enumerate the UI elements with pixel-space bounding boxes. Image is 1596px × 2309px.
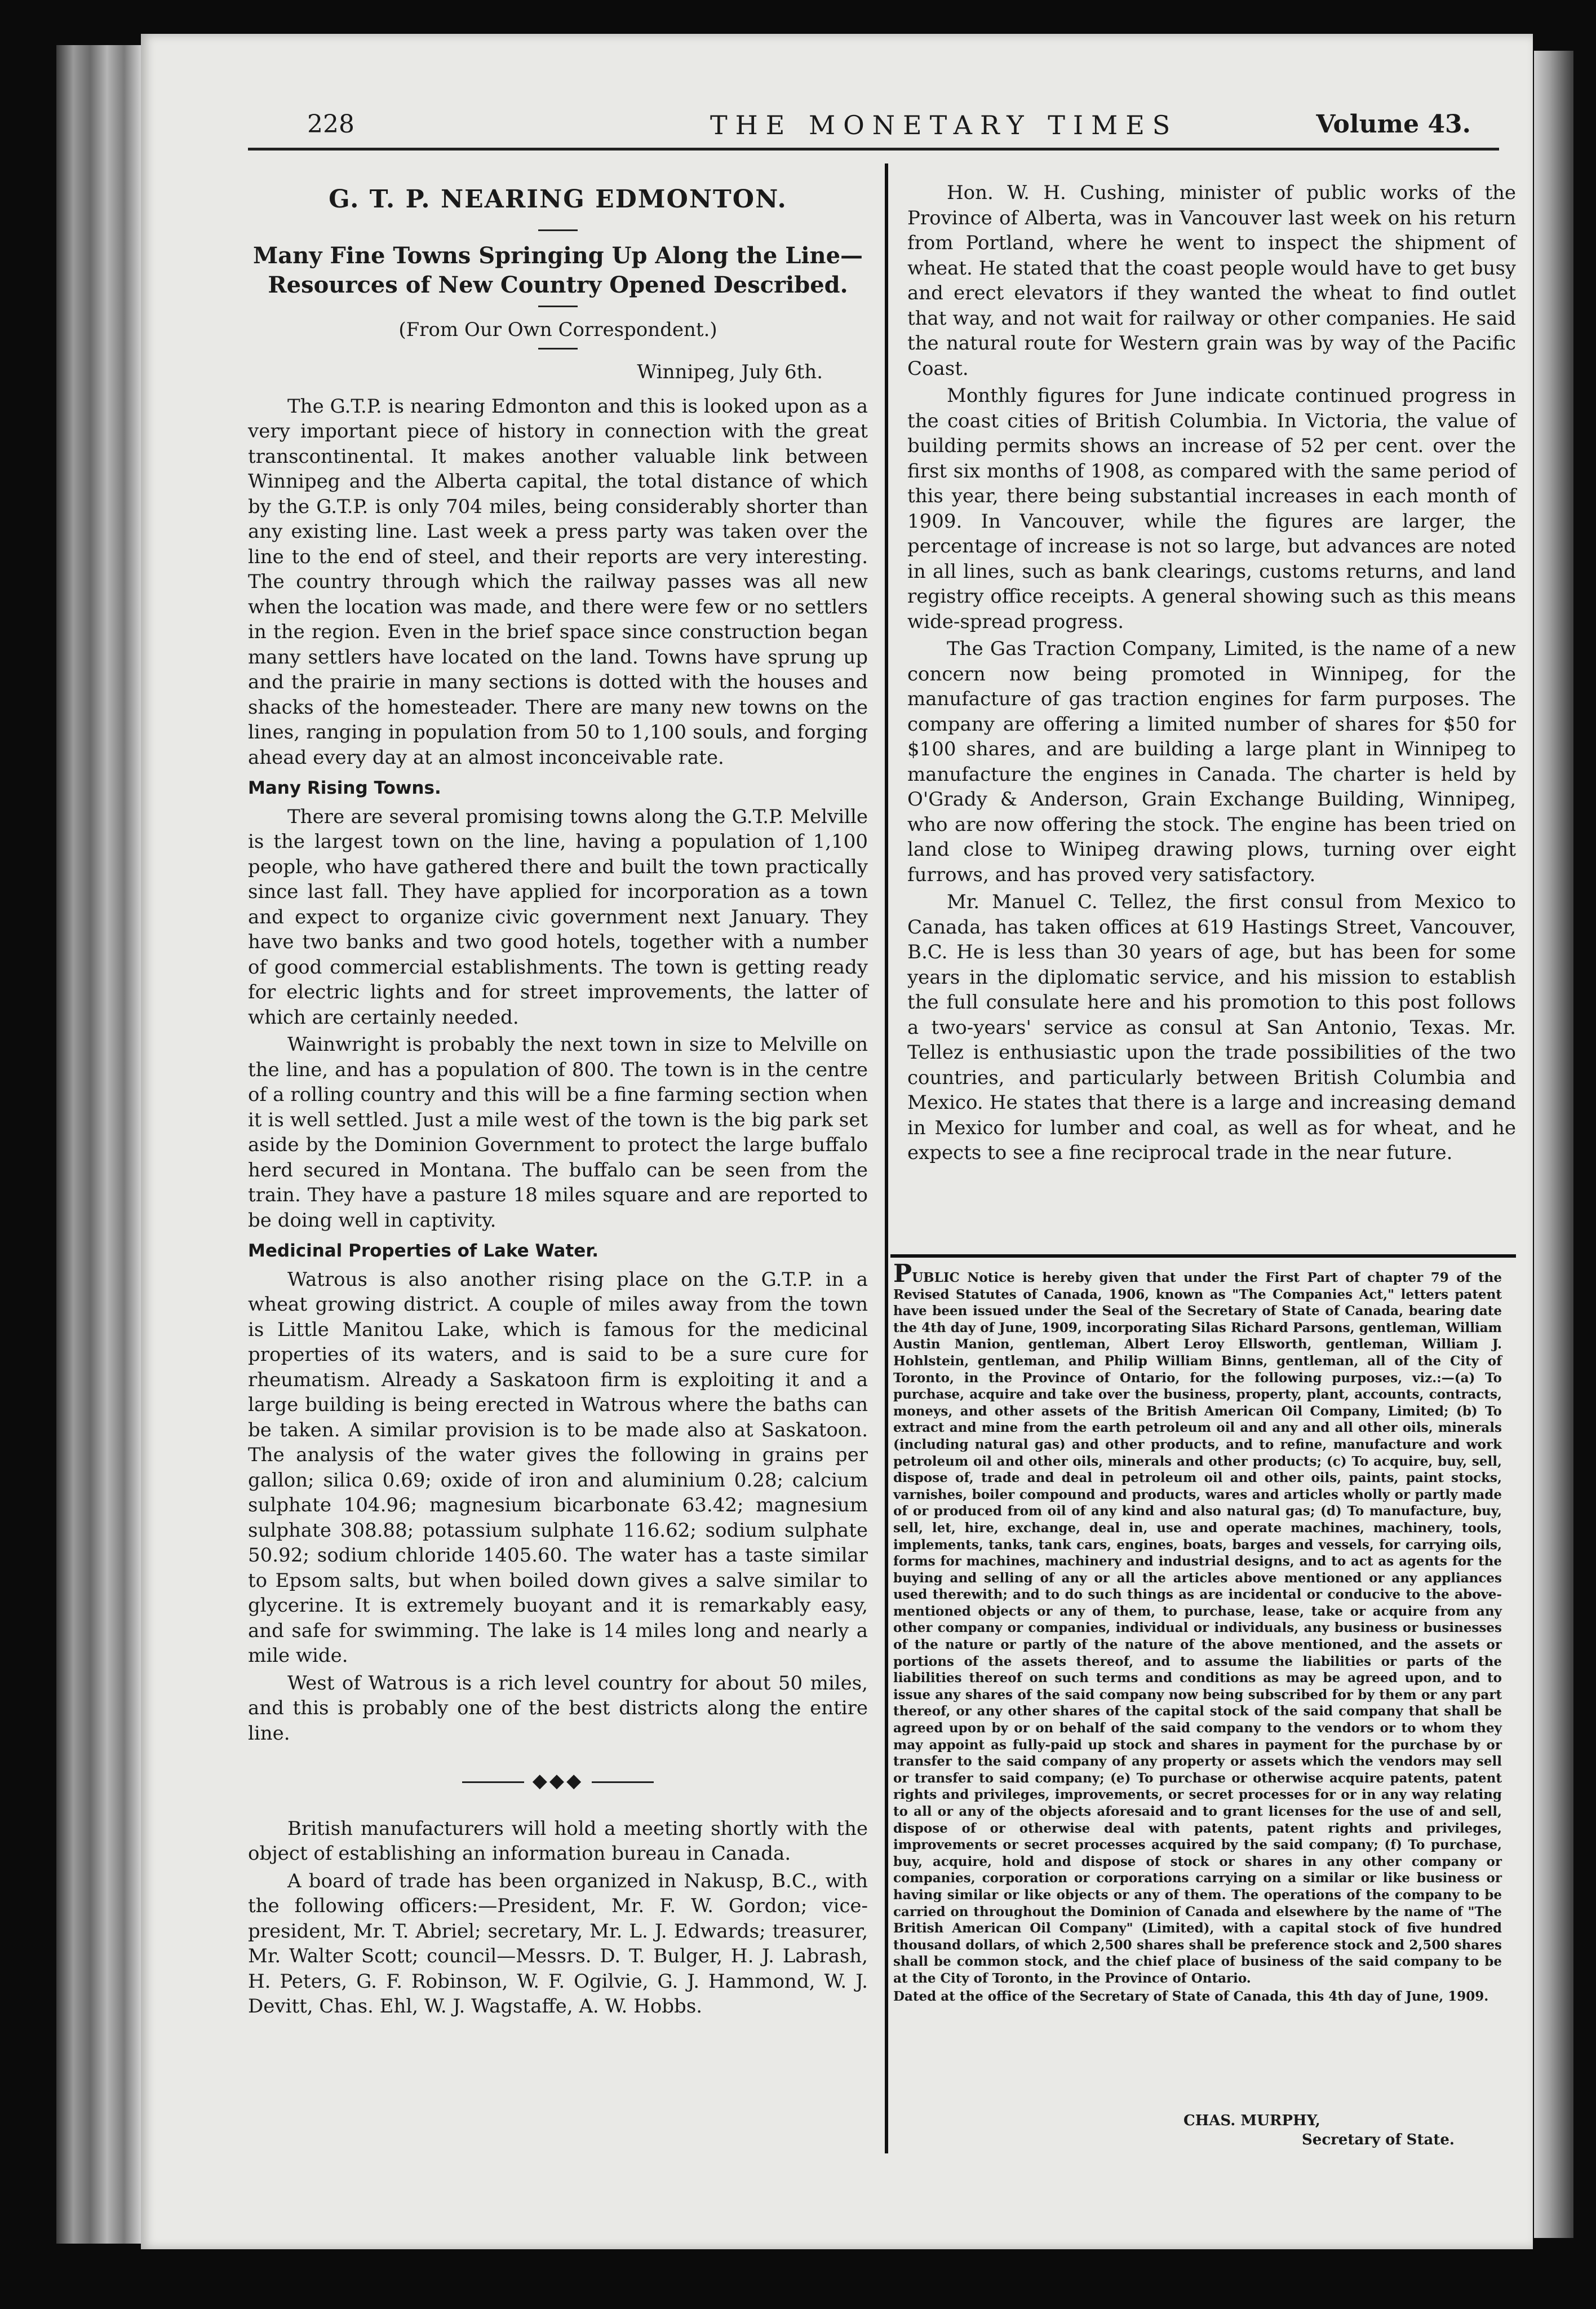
volume-label: Volume 43. xyxy=(1316,110,1471,139)
public-notice xyxy=(893,1259,1502,2005)
byline-rule xyxy=(538,348,578,350)
article-byline: (From Our Own Correspondent.) xyxy=(398,318,717,341)
right-column xyxy=(907,180,1516,1168)
notice-rule xyxy=(890,1254,1516,1258)
news-paragraph: Monthly figures for June indicate continued progress in the coast cities of British Columbia. In Victoria, the value of building permits shows an increase of 52 per cent. over the first six months of 1908, as compared with the same period of this year, there being substantial increases in each month of 1909. In Vancouver, while the figures are larger, the percentage of increase is not so large, but advances are noted in all lines, such as bank clearings, customs returns, and land registry office receipts. A general showing such as this means wide-spread progress. xyxy=(907,384,1516,633)
news-paragraph: A board of trade has been organized in Nakusp, B.C., with the following officers:—President, Mr. F. W. Gordon; vice-president, Mr. T. Abriel; secretary, Mr. L. J. Edwards; treasurer, Mr. Walter Scott; council—Messrs. D. T. Bulger, H. J. Labrash, H. Peters, G. F. Robinson, W. F. Ogilvie, G. J. Hammond, W. J. Devitt, Chas. Ehl, W. J. Wagstaffe, A. W. Hobbs. xyxy=(248,1869,868,2018)
page-number: 228 xyxy=(307,110,354,139)
subtitle-rule xyxy=(538,306,578,307)
notice-body: UBLIC Notice is hereby given that under the First Part of chapter 79 of the Revised Statutes of Canada, 1906, known as "The Companies Act," letters patent have been issued under the Seal of the Secretary of State of Canada, bearing date the 4th day of June, 1909, incorporating Silas Richard Parsons, gentleman, William Austin Manion, gentleman, Albert Leroy Ellsworth, gentleman, William J. Hohlstein, gentleman, and Philip William Binns, gentleman, all of the City of Toronto, in the Province of Ontario, for the following purposes, viz.:—(a) To purchase, acquire and take over the business, property, plant, accounts, contracts, moneys, and other assets of the British American Oil Company, Limited; (b) To extract and mine from the earth petroleum oil and any and all other oils, minerals (including natural gas) and other products, and to refine, manufacture and work petroleum oil and other oils, minerals and other products; (c) To acquire, buy, sell, dispose of, trade and deal in petroleum oil and other oils, paints, paint stocks, varnishes, boiler compound and products, wares and articles wholly or partly made of or produced from oil of any kind and also natural gas; (d) To manufacture, buy, sell, let, hire, exchange, deal in, use and operate machines, machinery, tools, implements, tanks, tank cars, engines, boats, barges and vessels, for carrying oils, forms for machines, machinery and industrial designs, and to act as agents for the buying and selling of any or all the articles above mentioned or any appliances used therewith; and to do such things as are incidental or conducive to the above-mentioned objects or any of them, to purchase, lease, take or acquire from any other company or companies, individual or individuals, any business or businesses of the nature or partly of the nature of the above mentioned, and the assets or portions of the assets thereof, and to assume the liabilities or parts of the liabilities thereof on such terms and conditions as may be agreed upon, and to issue any shares of the said company now being subscribed for by them or any part thereof, or any other shares of the capital stock of the said company that shall be agreed upon by or on behalf of the said company to the vendors or to whom they may appoint as fully-paid up stock and shares in payment for the purchase by or transfer to the said company of any property or assets which the vendors may sell or transfer to said company; (e) To purchase or otherwise acquire patents, patent rights and privileges, improvements, or secret processes for or in any way relating to all or any of the objects aforesaid and to grant licenses for the use of and sell, dispose of or otherwise deal with patents, patent rights and privileges, improvements or secret processes acquired by the said company; (f) To purchase, buy, acquire, hold and dispose of stock or shares in any other company or companies, corporation or corporations carrying on a similar or like business or having similar or like objects or any of them. The operations of the company to be carried on throughout the Dominion of Canada and elsewhere by the name of "The British American Oil Company" (Limited), with a capital stock of five hundred thousand dollars, of which 2,500 shares shall be preference stock and 2,500 shares shall be common stock, and the chief place of business of the said company to be at the City of Toronto, in the Province of Ontario. xyxy=(893,1270,1502,1986)
left-column xyxy=(248,180,868,2022)
column-divider xyxy=(885,163,888,2153)
article-dateline: Winnipeg, July 6th. xyxy=(637,361,823,383)
news-paragraph: Mr. Manuel C. Tellez, the first consul from Mexico to Canada, has taken offices at 619 Hastings Street, Vancouver, B.C. He is less than 30 years of age, but has been for some years in the diplomatic service, and his mission to establish the full consulate here and his promotion to this post follows a two-years' service as consul at San Antonio, Texas. Mr. Tellez is enthusiastic upon the trade possibilities of the two countries, and particularly between British Columbia and Mexico. He states that there is a large and increasing demand in Mexico for lumber and coal, as well as for wheat, and he expects to see a fine reciprocal trade in the near future. xyxy=(907,891,1516,1164)
signer-name: CHAS. MURPHY, xyxy=(1183,2112,1320,2129)
section-heading: Many Rising Towns. xyxy=(248,778,441,798)
header-rule xyxy=(248,148,1499,151)
publication-title: THE MONETARY TIMES xyxy=(710,110,1178,140)
article-subtitle: Many Fine Towns Springing Up Along the Line— Resources of New Country Opened Described. xyxy=(252,242,863,298)
notice-dated: Dated at the office of the Secretary of State of Canada, this 4th day of June, 1909. xyxy=(893,1988,1489,2004)
ornament-divider: ◆◆◆ xyxy=(248,1768,868,1794)
book-page-edges-right xyxy=(1534,51,1573,2238)
news-paragraph: British manufacturers will hold a meeting shortly with the object of establishing an information bureau in Canada. xyxy=(248,1817,868,1865)
signer-title: Secretary of State. xyxy=(1302,2131,1455,2148)
article-title: G. T. P. NEARING EDMONTON. xyxy=(329,185,787,214)
notice-signature xyxy=(1183,2111,1499,2149)
section-heading: Medicinal Properties of Lake Water. xyxy=(248,1241,598,1261)
article-paragraph: Wainwright is probably the next town in size to Melville on the line, and has a population of 800. The town is in the centre of a rolling country and this will be a fine farming section when it is well settled. Just a mile west of the town is the big park set aside by the Dominion Government to protect the large buffalo herd secured in Montana. The buffalo can be seen from the train. They have a pasture 18 miles square and are reported to be doing well in captivity. xyxy=(248,1033,868,1232)
article-paragraph: Watrous is also another rising place on the G.T.P. in a wheat growing district. A couple of miles away from the town is Little Manitou Lake, which is famous for the medicinal properties of its waters, and is said to be a sure cure for rheumatism. Already a Saskatoon firm is exploiting it and a large building is being erected in Watrous where the baths can be taken. A similar provision is to be made also at Saskatoon. The analysis of the water gives the following in grains per gallon; silica 0.69; oxide of iron and aluminium 0.28; calcium sulphate 104.96; magnesium bicarbonate 63.42; magnesium sulphate 308.88; potassium sulphate 116.62; sodium sulphate 50.92; sodium chloride 1405.60. The water has a taste similar to Epsom salts, but when boiled down gives a salve similar to glycerine. It is extremely buoyant and it is remarkably easy, and safe for swimming. The lake is 14 miles long and nearly a mile wide. xyxy=(248,1268,868,1667)
news-paragraph: The Gas Traction Company, Limited, is the name of a new concern now being promoted in Winnipeg, for the manufacture of gas traction engines for farm purposes. The company are offering a limited number of shares for $50 for $100 shares, and are building a large plant in Winnipeg to manufacture the engines in Canada. The charter is held by O'Grady & Anderson, Grain Exchange Building, Winnipeg, who are now offering the stock. The engine has been tried on land close to Winipeg drawing plows, turning over eight furrows, and has proved very satisfactory. xyxy=(907,638,1516,886)
title-rule xyxy=(538,229,578,231)
article-paragraph: The G.T.P. is nearing Edmonton and this is looked upon as a very important piece of history in connection with the great transcontinental. It makes another valuable link between Winnipeg and the Alberta capital, the total distance of which by the G.T.P. is only 704 miles, being considerably shorter than any existing line. Last week a press party was taken over the line to the end of steel, and their reports are very interesting. The country through which the railway passes was all new when the location was made, and there were few or no settlers in the region. Even in the brief space since construction began many settlers have located on the land. Towns have sprung up and the prairie in many sections is dotted with the houses and shacks of the homesteader. There are many new towns on the lines, ranging in population from 50 to 1,100 souls, and forging ahead every day at an almost inconceivable rate. xyxy=(248,395,868,769)
notice-dropcap: P xyxy=(893,1259,912,1288)
news-paragraph: Hon. W. H. Cushing, minister of public works of the Province of Alberta, was in Vancouver last week on his return from Portland, where he went to inspect the shipment of wheat. He stated that the coast people would have to get busy and erect elevators if they wanted the wheat to find outlet that way, and not wait for railway or other companies. He said the natural route for Western grain was by way of the Pacific Coast. xyxy=(907,182,1516,380)
book-page-edges-left xyxy=(56,45,141,2244)
article-paragraph: There are several promising towns along the G.T.P. Melville is the largest town on the line, having a population of 1,100 people, who have gathered there and built the town practically since last fall. They have applied for incorporation as a town and expect to organize civic government next January. They have two banks and two good hotels, together with a number of good commercial establishments. The town is getting ready for electric lights and for street improvements, the latter of which are certainly needed. xyxy=(248,805,868,1029)
article-paragraph: West of Watrous is a rich level country for about 50 miles, and this is probably one of the best districts along the entire line. xyxy=(248,1671,868,1745)
